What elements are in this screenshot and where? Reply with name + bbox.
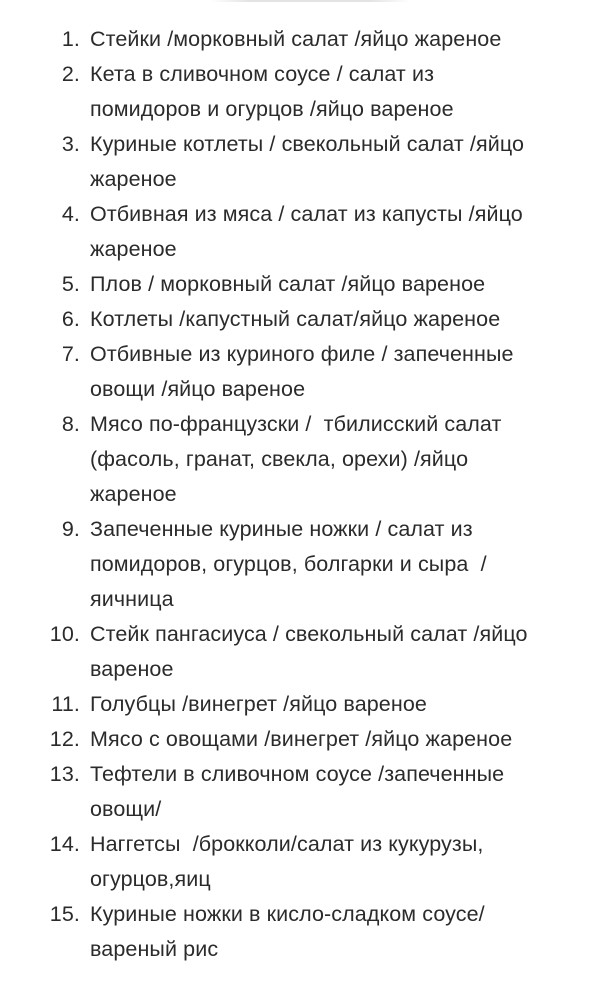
list-item xyxy=(0,512,600,617)
item-text: Наггетсы /брокколи/салат из кукурузы, огурцов,яиц xyxy=(90,832,484,891)
list-item xyxy=(0,827,600,897)
item-number: 5. xyxy=(61,272,80,296)
item-number: 3. xyxy=(61,132,80,156)
list-item xyxy=(0,22,600,57)
item-number: 9. xyxy=(61,517,80,541)
item-text: Стейки /морковный салат /яйцо жареное xyxy=(90,27,502,51)
item-text: Мясо с овощами /винегрет /яйцо жареное xyxy=(90,727,513,751)
item-text: Стейк пангасиуса / свекольный салат /яйцо вареное xyxy=(90,622,528,681)
item-text: Котлеты /капустный салат/яйцо жареное xyxy=(90,307,501,331)
list-item xyxy=(0,722,600,757)
item-text: Голубцы /винегрет /яйцо вареное xyxy=(90,692,427,716)
list-item xyxy=(0,57,600,127)
item-number: 15. xyxy=(49,902,80,926)
item-text: Тефтели в сливочном соусе /запеченные овощи/ xyxy=(90,762,505,821)
item-text: Отбивные из куриного филе / запеченные овощи /яйцо вареное xyxy=(90,342,514,401)
list-item xyxy=(0,302,600,337)
item-number: 10. xyxy=(49,622,80,646)
item-number: 14. xyxy=(49,832,80,856)
list-item xyxy=(0,197,600,267)
list-item xyxy=(0,267,600,302)
item-text: Мясо по-французски / тбилисский салат (фасоль, гранат, свекла, орехи) /яйцо жареное xyxy=(90,412,502,506)
list-item xyxy=(0,127,600,197)
item-text: Отбивная из мяса / салат из капусты /яйцо жареное xyxy=(90,202,523,261)
item-text: Запеченные куриные ножки / салат из помидоров, огурцов, болгарки и сыра / яичница xyxy=(90,517,487,611)
item-number: 1. xyxy=(61,27,80,51)
item-number: 2. xyxy=(61,62,80,86)
list-item xyxy=(0,757,600,827)
item-number: 12. xyxy=(49,727,80,751)
list-item xyxy=(0,687,600,722)
item-number: 7. xyxy=(61,342,80,366)
list-item xyxy=(0,407,600,512)
item-number: 8. xyxy=(61,412,80,436)
meal-list xyxy=(0,22,600,967)
item-text: Плов / морковный салат /яйцо вареное xyxy=(90,272,486,296)
item-number: 11. xyxy=(51,692,80,716)
item-number: 13. xyxy=(49,762,80,786)
item-text: Куриные ножки в кисло-сладком соусе/ вареный рис xyxy=(90,902,485,961)
cut-off-heading xyxy=(0,0,600,8)
list-item xyxy=(0,897,600,967)
list-item xyxy=(0,337,600,407)
item-text: Кета в сливочном соусе / салат из помидоров и огурцов /яйцо вареное xyxy=(90,62,454,121)
item-number: 6. xyxy=(61,307,80,331)
item-number: 4. xyxy=(61,202,80,226)
item-text: Куриные котлеты / свекольный салат /яйцо жареное xyxy=(90,132,525,191)
list-item xyxy=(0,617,600,687)
